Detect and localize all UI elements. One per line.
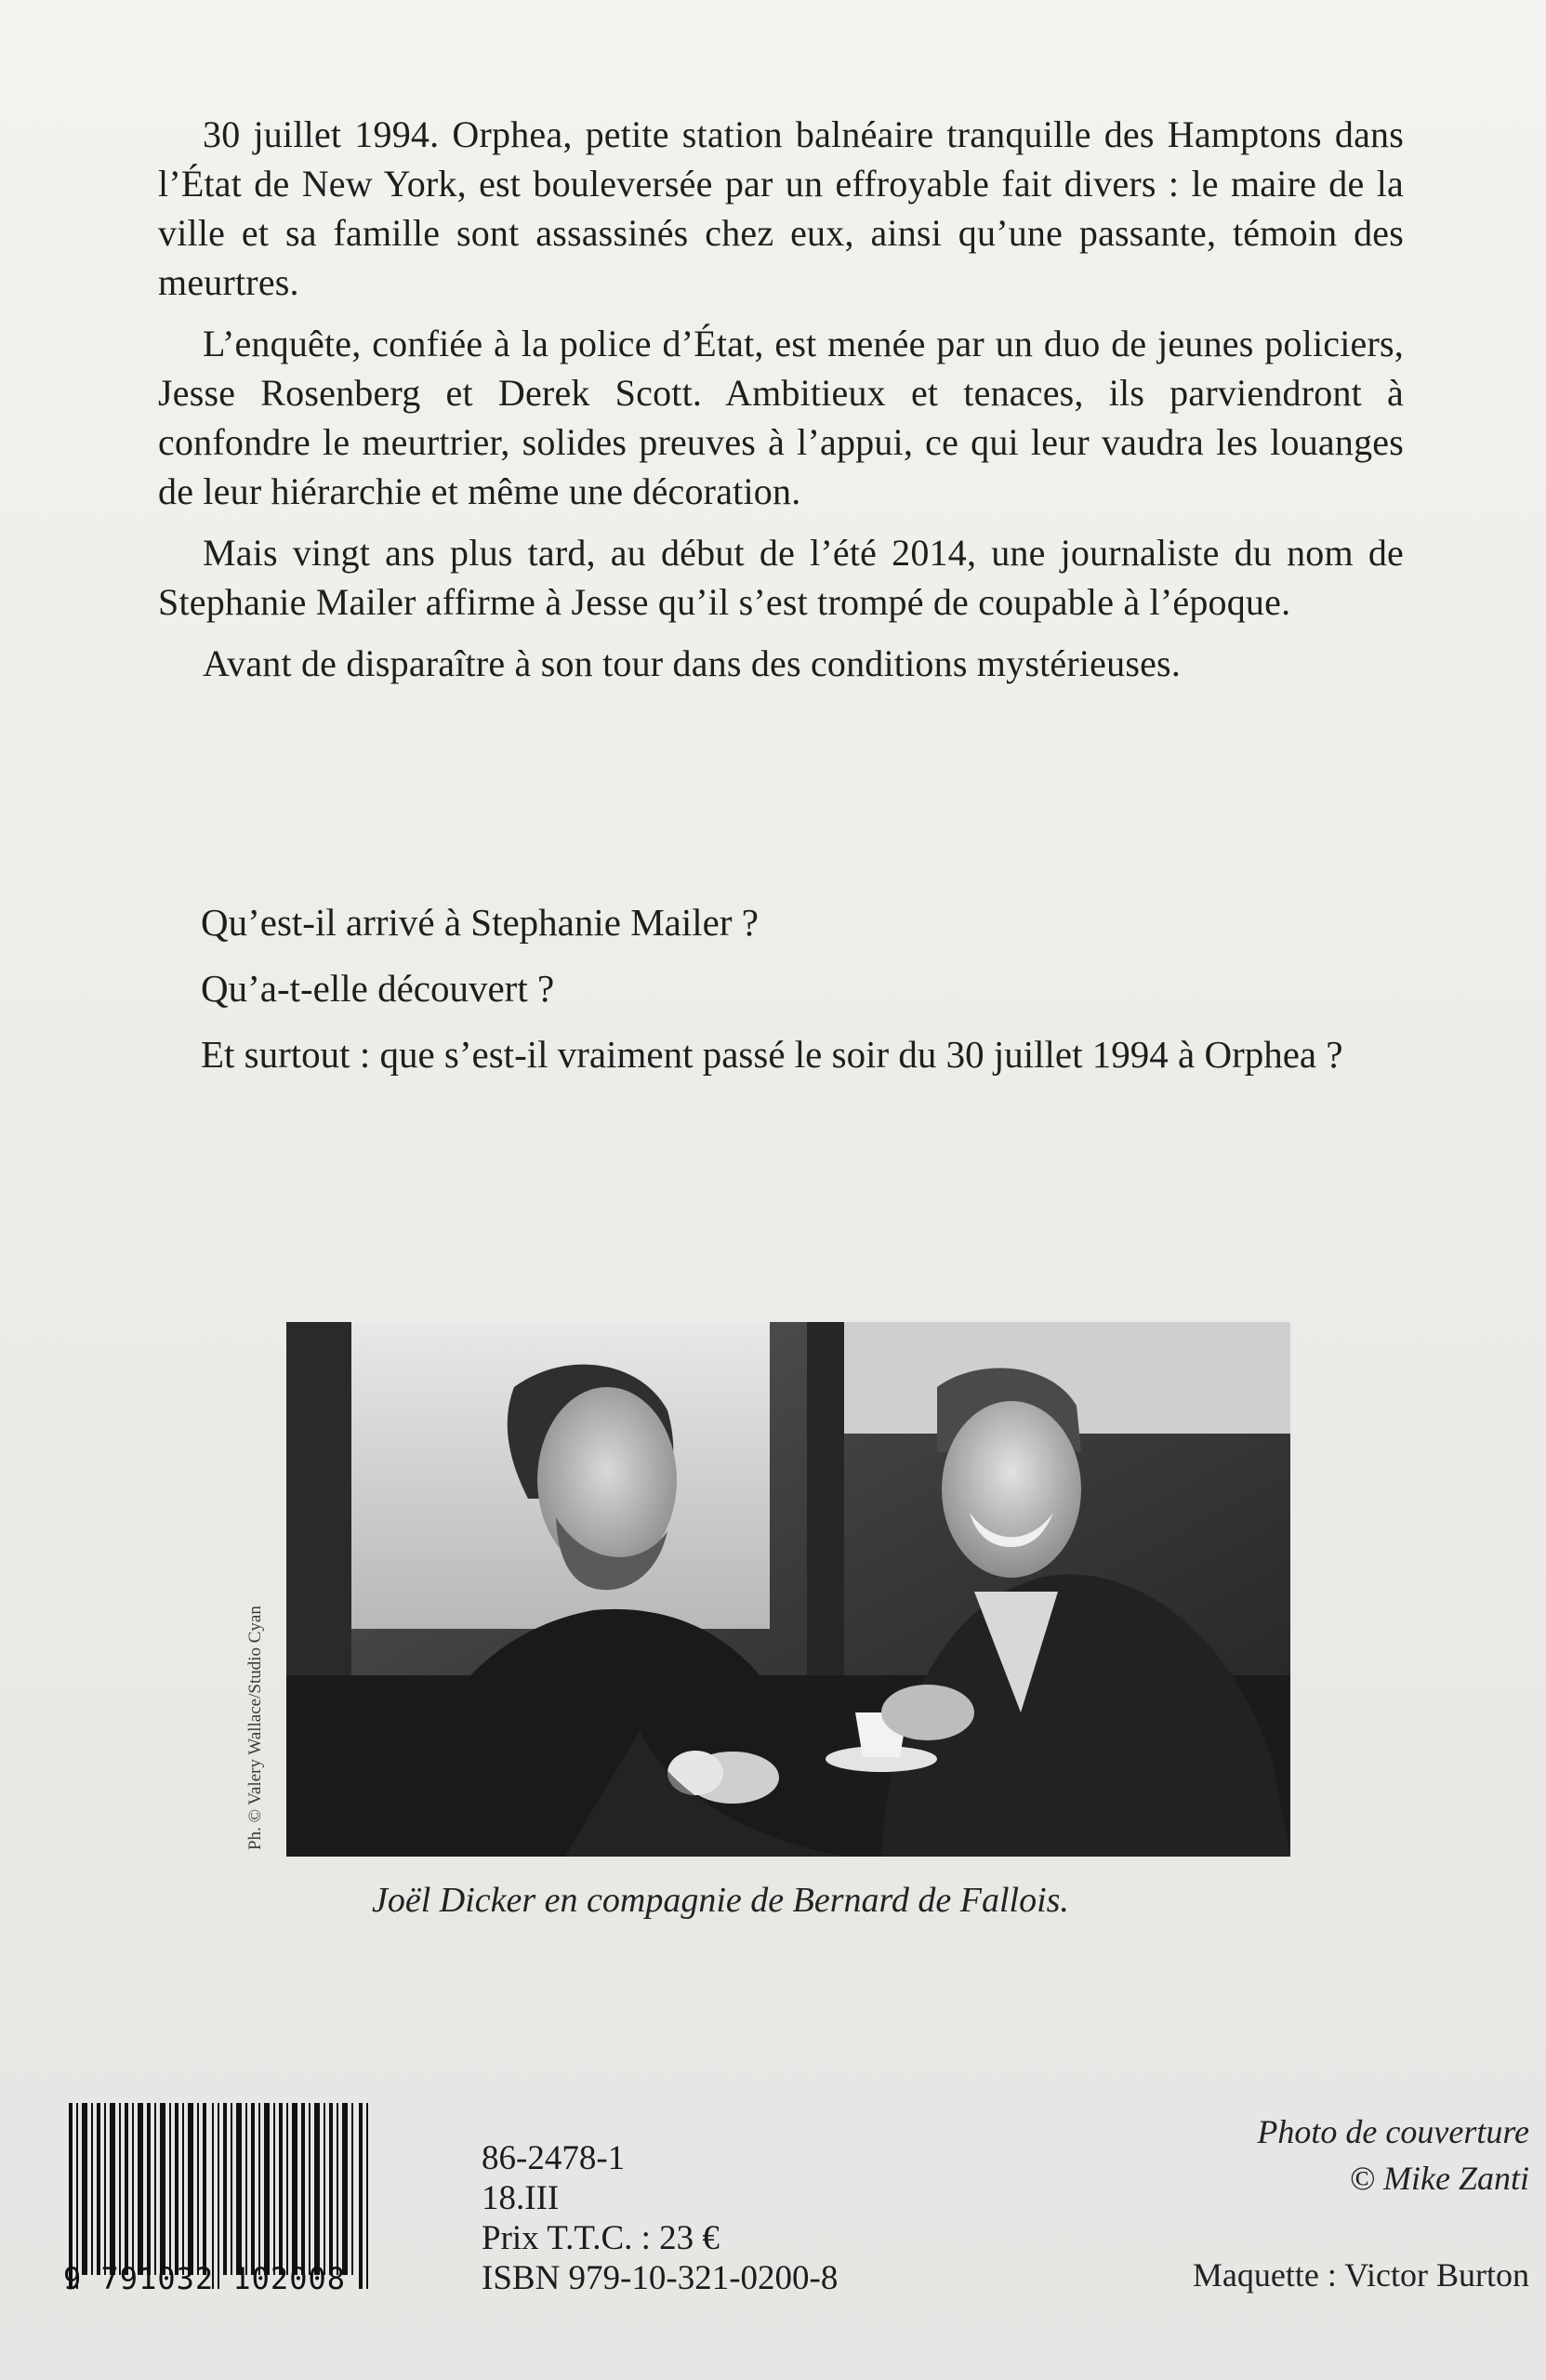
edition-code: 18.III	[482, 2179, 560, 2217]
product-code: 86-2478-1	[482, 2139, 626, 2177]
publishing-info	[482, 2138, 838, 2298]
layout-credit: Maquette : Victor Burton	[1192, 2256, 1529, 2294]
photo-caption: Joël Dicker en compagnie de Bernard de Fallois.	[372, 1881, 1069, 1920]
author-photo	[286, 1322, 1290, 1857]
barcode-digits: 9 791032 102008	[63, 2261, 346, 2296]
cover-credit-line-1: Photo de couverture	[1257, 2113, 1529, 2150]
cover-photo-credit	[1257, 2109, 1529, 2202]
summary-text	[158, 110, 1404, 700]
summary-paragraph-4: Avant de disparaître à son tour dans des conditions mystérieuses.	[203, 642, 1182, 684]
isbn: ISBN 979-10-321-0200-8	[482, 2259, 839, 2297]
question-3: Et surtout : que s’est-il vraiment passé le soir du 30 juillet 1994 à Orphea ?	[201, 1033, 1343, 1076]
question-2: Qu’a-t-elle découvert ?	[201, 967, 555, 1010]
summary-paragraph-2: L’enquête, confiée à la police d’État, est menée par un duo de jeunes policiers, Jesse Rosenberg et Derek Scott. Ambitieux et tenaces, ils parviendront à confondre le meurtrier, solides preuves à l’appui, ce qui leur vaudra les louanges de leur hiérarchie et même une décoration.	[158, 323, 1404, 512]
summary-paragraph-3: Mais vingt ans plus tard, au début de l’été 2014, une journaliste du nom de Stephanie Mailer affirme à Jesse qu’il s’est trompé de coupable à l’époque.	[158, 532, 1404, 623]
price: Prix T.T.C. : 23 €	[482, 2219, 720, 2257]
summary-paragraph-1: 30 juillet 1994. Orphea, petite station balnéaire tranquille des Hamptons dans l’État de New York, est bouleversée par un effroyable fait divers : le maire de la ville et sa famille sont assassinés chez eux, ainsi qu’une passante, témoin des meurtres.	[158, 113, 1404, 303]
cover-credit-line-2: © Mike Zanti	[1349, 2160, 1529, 2197]
photo-illustration	[286, 1322, 1290, 1857]
question-1: Qu’est-il arrivé à Stephanie Mailer ?	[201, 901, 759, 944]
photo-credit: Ph. © Valery Wallace/Studio Cyan	[245, 1606, 265, 1850]
teaser-questions	[158, 897, 1422, 1095]
